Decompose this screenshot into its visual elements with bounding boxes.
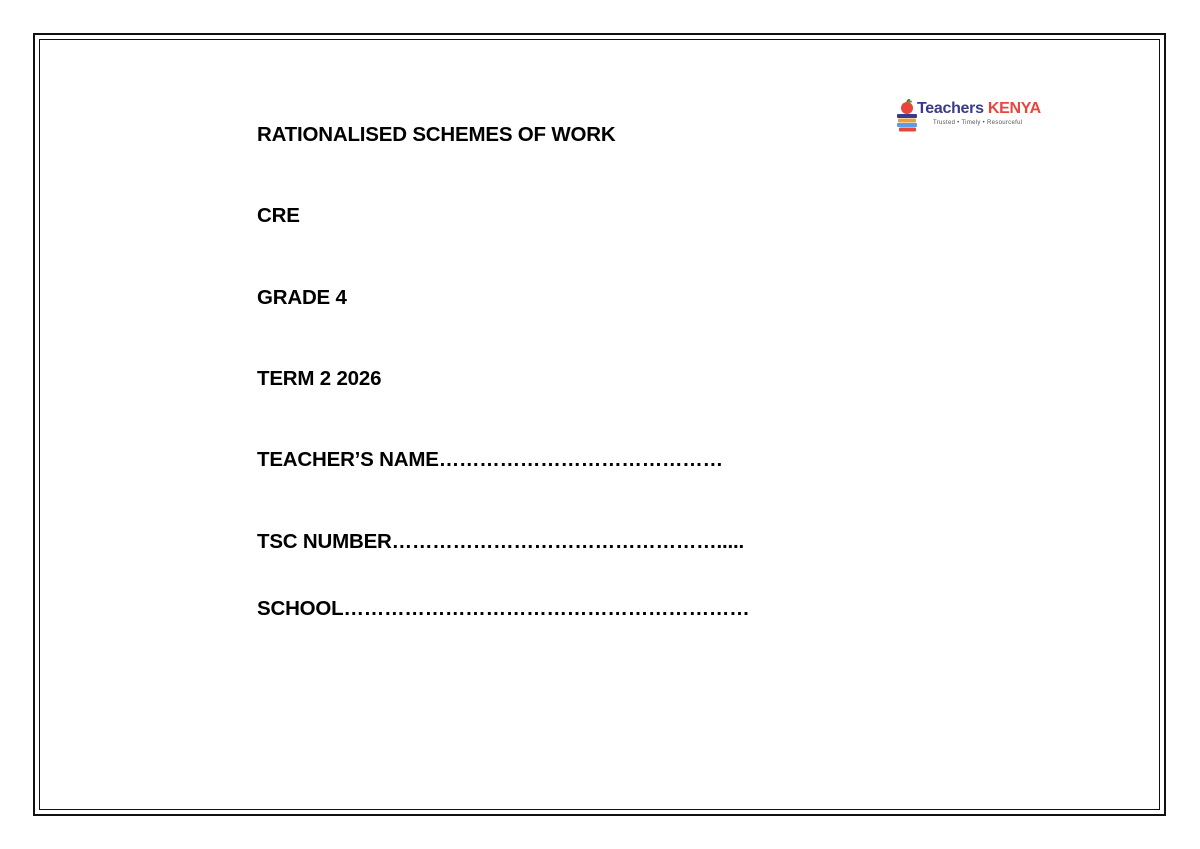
logo-tagline: Trusted • Timely • Resourceful	[933, 120, 1023, 126]
school-field: SCHOOL……………………………………………………	[257, 597, 750, 620]
page-border-inner	[39, 39, 1160, 810]
teacher-name-field: TEACHER’S NAME……………………………………	[257, 448, 723, 471]
books-apple-icon	[896, 99, 918, 133]
logo-word-kenya: KENYA	[987, 100, 1041, 117]
grade-line: GRADE 4	[257, 286, 347, 309]
document-title: RATIONALISED SCHEMES OF WORK	[257, 123, 616, 146]
tsc-number-field: TSC NUMBER………………………………………….....	[257, 530, 744, 553]
logo-wordmark	[917, 99, 1041, 119]
term-line: TERM 2 2026	[257, 367, 382, 390]
teachers-kenya-logo	[896, 99, 1066, 139]
logo-word-teachers: Teachers	[917, 100, 984, 117]
subject-line: CRE	[257, 204, 300, 227]
